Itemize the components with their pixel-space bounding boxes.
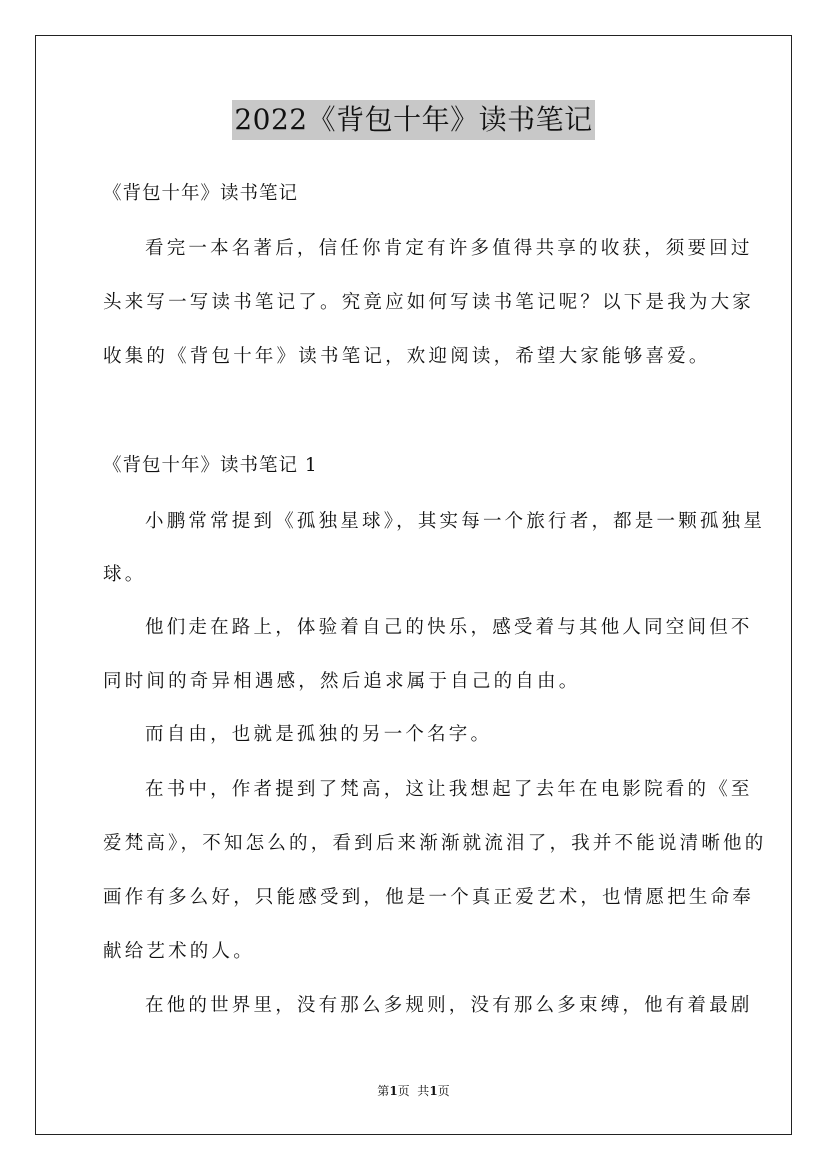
subheading: 《背包十年》读书笔记	[103, 183, 299, 204]
body-line-3: 他们走在路上，体验着自己的快乐，感受着与其他人同空间但不	[145, 617, 753, 638]
body-line-2: 球。	[103, 564, 147, 585]
footer-prefix: 第	[377, 1084, 390, 1098]
footer-current-page: 1	[389, 1084, 398, 1098]
body-line-5: 而自由，也就是孤独的另一个名字。	[145, 724, 493, 745]
body-line-7: 爱梵高》，不知怎么的，看到后来渐渐就流泪了，我并不能说清晰他的	[103, 833, 767, 854]
intro-line-2: 头来写一写读书笔记了。究竟应如何写读书笔记呢？以下是我为大家	[103, 292, 755, 313]
footer-suffix: 页	[437, 1084, 450, 1098]
body-line-6: 在书中，作者提到了梵高，这让我想起了去年在电影院看的《至	[145, 779, 753, 800]
footer-total-pages: 1	[429, 1084, 438, 1098]
body-line-10: 在他的世界里，没有那么多规则，没有那么多束缚，他有着最剧	[145, 995, 753, 1016]
body-line-8: 画作有多么好，只能感受到，他是一个真正爱艺术，也情愿把生命奉	[103, 887, 755, 908]
section-heading: 《背包十年》读书笔记 1	[103, 455, 318, 476]
document-title: 2022《背包十年》读书笔记	[232, 100, 594, 140]
body-line-4: 同时间的奇异相遇感，然后追求属于自己的自由。	[103, 671, 581, 692]
title-container	[0, 100, 827, 140]
body-line-9: 献给艺术的人。	[103, 941, 255, 962]
footer-mid: 页 共	[397, 1084, 430, 1098]
intro-line-3: 收集的《背包十年》读书笔记，欢迎阅读，希望大家能够喜爱。	[103, 346, 711, 367]
body-line-1: 小鹏常常提到《孤独星球》，其实每一个旅行者，都是一颗孤独星	[145, 511, 766, 532]
page-footer	[0, 1082, 827, 1100]
intro-line-1: 看完一本名著后，信任你肯定有许多值得共享的收获，须要回过	[145, 238, 753, 259]
